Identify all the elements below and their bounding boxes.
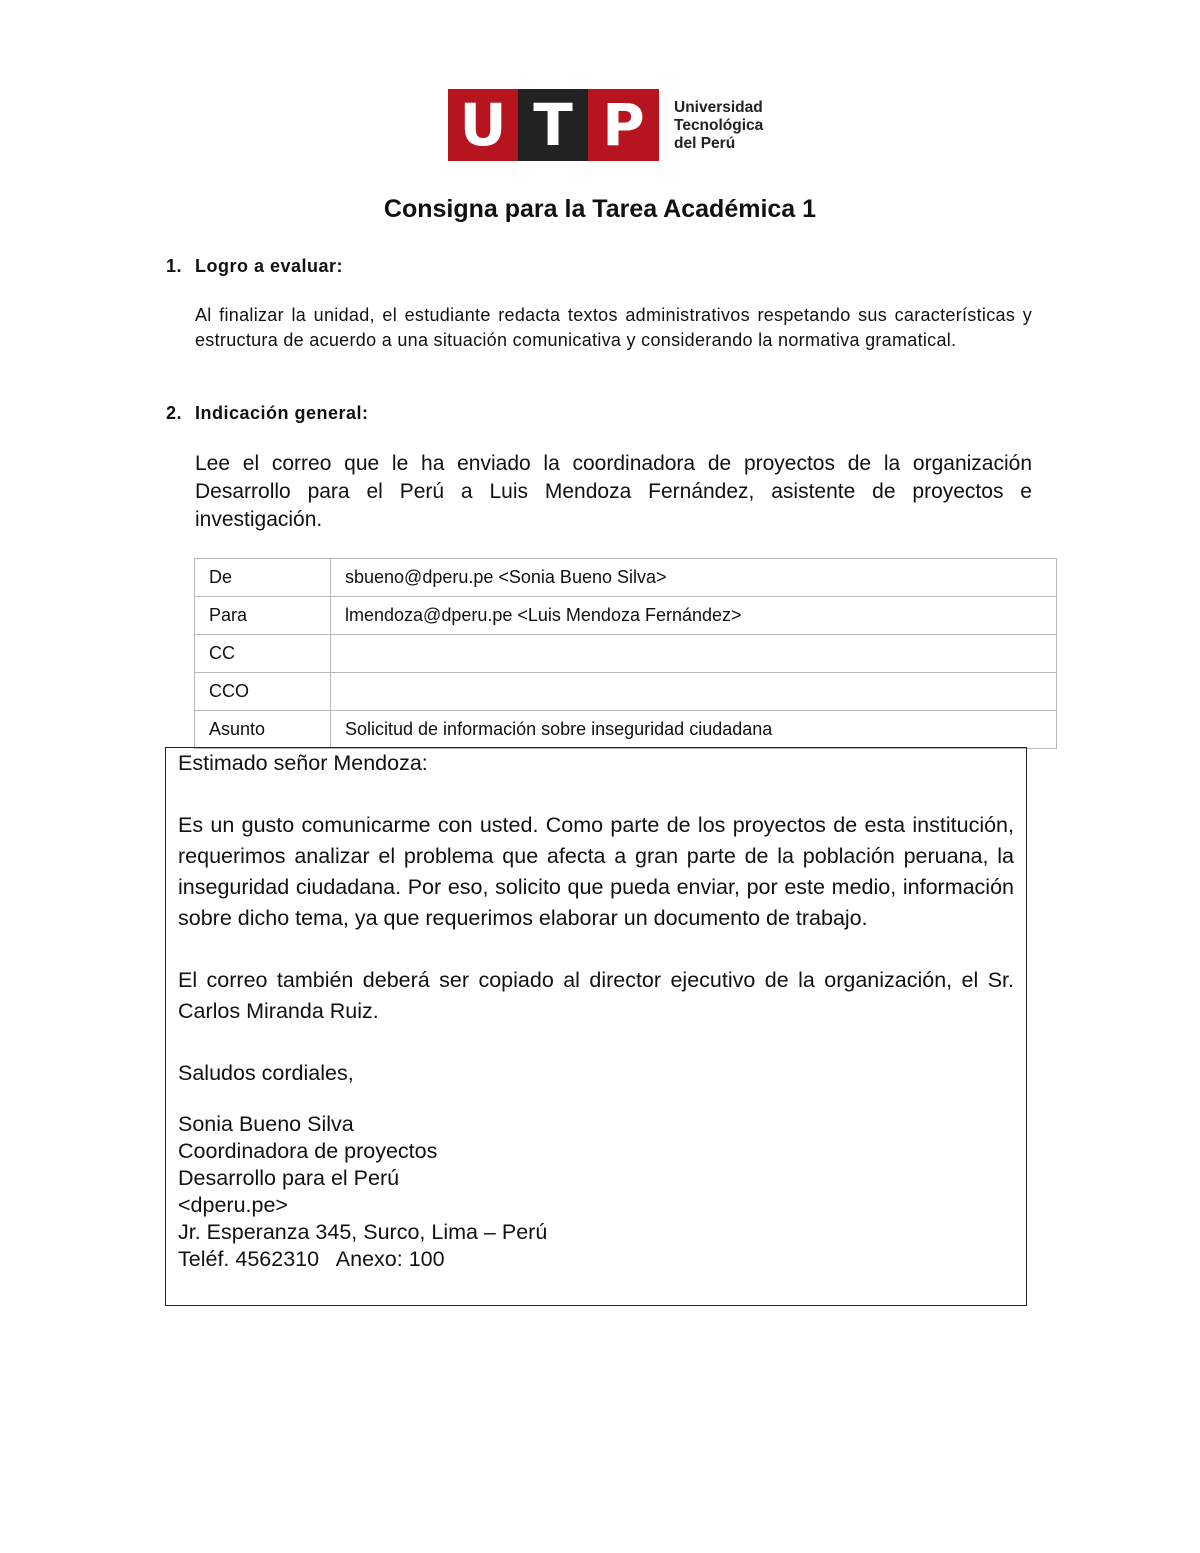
email-paragraph-1: Es un gusto comunicarme con usted. Como parte de los proyectos de esta institución, requerimos analizar el problema que afecta a gran parte de la población peruana, la inseguridad ciudadana. Por eso, solicito que pueda enviar, por este medio, información sobre dicho tema, ya que requerimos elaborar un documento de trabajo.: [178, 813, 1014, 930]
utp-logo: [448, 89, 778, 161]
signature-name: Sonia Bueno Silva: [178, 1112, 354, 1136]
email-label-cc: CC: [195, 635, 331, 673]
email-paragraph-2: El correo también deberá ser copiado al director ejecutivo de la organización, el Sr. Carlos Miranda Ruiz.: [178, 968, 1014, 1023]
logo-letter-u: U: [459, 91, 507, 159]
signature-organization: Desarrollo para el Perú: [178, 1166, 400, 1190]
document-title: Consigna para la Tarea Académica 1: [383, 195, 817, 223]
section-1-number: 1.: [166, 256, 183, 276]
email-label-subject: Asunto: [195, 711, 331, 749]
email-closing: Saludos cordiales,: [178, 1061, 354, 1085]
blank-line: [178, 1089, 1014, 1111]
email-value-from: sbueno@dperu.pe <Sonia Bueno Silva>: [331, 559, 1057, 597]
logo-wordmark: [674, 99, 763, 153]
signature-address: Jr. Esperanza 345, Surco, Lima – Perú: [178, 1220, 548, 1244]
section-1-title: Logro a evaluar:: [195, 256, 344, 276]
email-value-to: lmendoza@dperu.pe <Luis Mendoza Fernández>: [331, 597, 1057, 635]
email-body: [165, 747, 1027, 1306]
email-label-bcc: CCO: [195, 673, 331, 711]
email-value-cc: [331, 635, 1057, 673]
email-greeting: Estimado señor Mendoza:: [178, 751, 428, 775]
blank-line: [178, 934, 1014, 965]
blank-line: [178, 1027, 1014, 1058]
section-2-number: 2.: [166, 403, 183, 423]
logo-letter-t: T: [533, 91, 573, 159]
signature-role: Coordinadora de proyectos: [178, 1139, 438, 1163]
email-row-cc: [195, 635, 1057, 673]
section-2-title: Indicación general:: [195, 403, 369, 423]
email-row-subject: [195, 711, 1057, 749]
email-row-to: [195, 597, 1057, 635]
email-label-from: De: [195, 559, 331, 597]
email-value-bcc: [331, 673, 1057, 711]
email-row-bcc: [195, 673, 1057, 711]
email-header-table: [194, 558, 1057, 749]
section-1-text: Al finalizar la unidad, el estudiante redacta textos administrativos respetando sus características y estructura de acuerdo a una situación comunicativa y considerando la normativa gramatical.: [195, 305, 1032, 350]
email-row-from: [195, 559, 1057, 597]
section-2-text: Lee el correo que le ha enviado la coordinadora de proyectos de la organización Desarrollo para el Perú a Luis Mendoza Fernández, asistente de proyectos e investigación.: [195, 452, 1032, 531]
logo-wordmark-line3: del Perú: [674, 135, 736, 152]
section-1-heading: [166, 256, 343, 277]
logo-letter-p: P: [602, 91, 645, 159]
logo-wordmark-line2: Tecnológica: [674, 117, 764, 134]
section-2-heading: [166, 403, 369, 424]
logo-wordmark-line1: Universidad: [674, 99, 763, 116]
blank-line: [178, 779, 1014, 810]
signature-phone: Teléf. 4562310 Anexo: 100: [178, 1247, 445, 1271]
signature-website: <dperu.pe>: [178, 1193, 288, 1217]
email-value-subject: Solicitud de información sobre inseguridad ciudadana: [331, 711, 1057, 749]
email-label-to: Para: [195, 597, 331, 635]
